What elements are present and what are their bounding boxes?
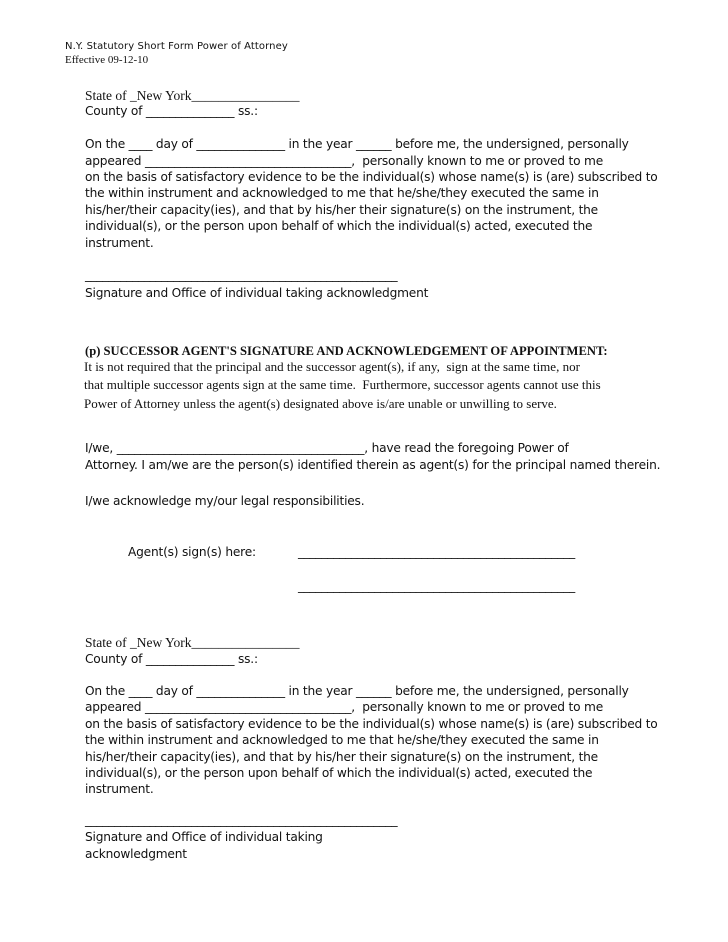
iwe-line: I/we, __________________________________________, have read the foregoing Power of — [85, 441, 569, 455]
acknowledge-responsibilities: I/we acknowledge my/our legal responsibilities. — [85, 494, 365, 508]
ack-body-line: the within instrument and acknowledged to me that he/she/they executed the same in — [85, 733, 599, 747]
effective-date: Effective 09-12-10 — [65, 54, 149, 66]
ack-body-line: the within instrument and acknowledged to me that he/she/they executed the same in — [85, 186, 599, 200]
ack-body-line: individual(s), or the person upon behalf of which the individual(s) acted, executed the — [85, 219, 593, 233]
signature-label: Signature and Office of individual taking — [85, 830, 323, 844]
county-line: County of _______________ ss.: — [85, 652, 258, 666]
section-intro-line: that multiple successor agents sign at the same time. Furthermore, successor agents cannot use this — [84, 377, 601, 392]
ack-body-line: On the ____ day of _______________ in the year ______ before me, the undersigned, personally — [85, 684, 629, 698]
form-title: N.Y. Statutory Short Form Power of Attorney — [65, 41, 288, 52]
signature-line: _____________________________________________________ — [85, 813, 398, 827]
ack-body-line: instrument. — [85, 236, 154, 250]
agent-signature-line: _______________________________________________ — [298, 579, 576, 593]
ack-body-line: his/her/their capacity(ies), and that by his/her their signature(s) on the instrument, the — [85, 750, 598, 764]
signature-label: acknowledgment — [85, 847, 187, 861]
signature-line: _____________________________________________________ — [85, 268, 398, 282]
ack-body-line: his/her/their capacity(ies), and that by his/her their signature(s) on the instrument, the — [85, 203, 598, 217]
section-intro-line: Power of Attorney unless the agent(s) designated above is/are unable or unwilling to serve. — [84, 396, 557, 411]
iwe-line: Attorney. I am/we are the person(s) identified therein as agent(s) for the principal named therein. — [85, 458, 661, 472]
ack-body-line: appeared ___________________________________, personally known to me or proved to me — [85, 700, 603, 714]
state-line: State of _New York________________ — [85, 635, 300, 650]
agents-sign-label: Agent(s) sign(s) here: — [128, 545, 256, 559]
state-line: State of _New York________________ — [85, 88, 300, 103]
ack-body-line: appeared ___________________________________, personally known to me or proved to me — [85, 154, 603, 168]
ack-body-line: individual(s), or the person upon behalf of which the individual(s) acted, executed the — [85, 766, 593, 780]
section-intro-line: It is not required that the principal and the successor agent(s), if any, sign at the same time, nor — [84, 359, 580, 374]
section-heading: (p) SUCCESSOR AGENT'S SIGNATURE AND ACKNOWLEDGEMENT OF APPOINTMENT: — [85, 344, 608, 358]
ack-body-line: on the basis of satisfactory evidence to be the individual(s) whose name(s) is (are) subscribed to — [85, 717, 658, 731]
agent-signature-line: _______________________________________________ — [298, 545, 576, 559]
ack-body-line: On the ____ day of _______________ in the year ______ before me, the undersigned, personally — [85, 137, 629, 151]
ack-body-line: instrument. — [85, 782, 154, 796]
signature-label: Signature and Office of individual taking acknowledgment — [85, 286, 429, 300]
county-line: County of _______________ ss.: — [85, 104, 258, 118]
ack-body-line: on the basis of satisfactory evidence to be the individual(s) whose name(s) is (are) subscribed to — [85, 170, 658, 184]
